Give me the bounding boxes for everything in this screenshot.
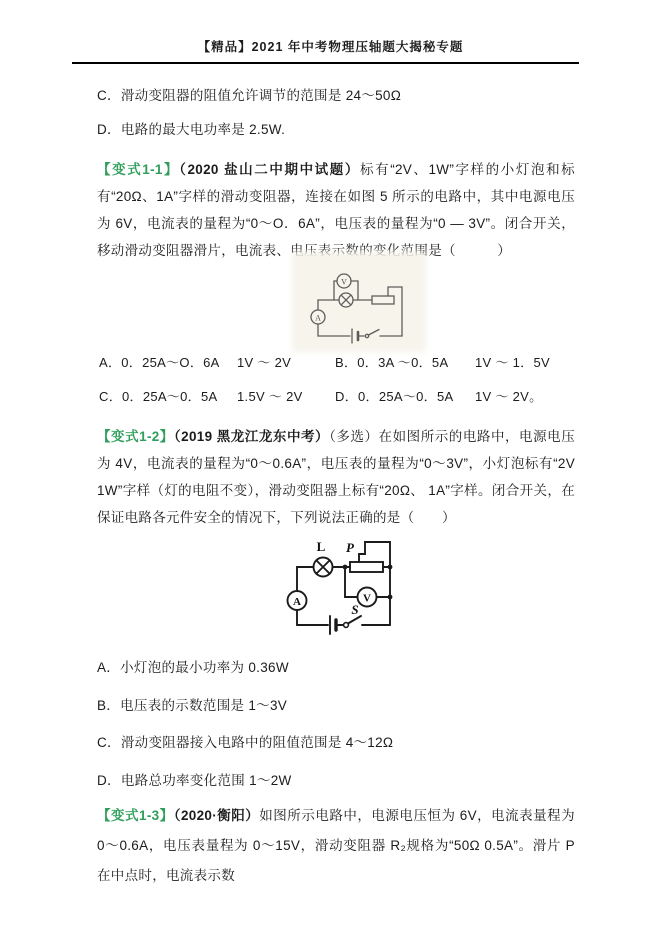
variant-1-1-label: 【变式1-1】 [97,162,180,177]
problem-1-2-statement [97,423,575,531]
circuit-diagram-2 [277,537,402,640]
option-a-voltage: 1V ～ 2V [237,355,292,370]
wire [318,324,350,336]
variant-1-1-body: 标有“2V、1W”字样的小灯泡和标有“20Ω、1A”字样的滑动变阻器，连接在如图 5 所示的电路中，其中电源电压为 6V，电流表的量程为“0～O．6A”，电压表的量程为“0 — 3V”。闭合开关，移动滑动变阻器滑片，电流表、电压表示数的变化范围是（ ） [97,162,575,258]
slider-tap-wire [359,542,390,567]
option-c-voltage: 1.5V ～ 2V [237,389,303,404]
rheostat-tap-wire [388,287,402,336]
multi-select-tag: （多选） [329,429,379,444]
problem-1-2-option-c: C．滑动变阻器接入电路中的阻值范围是 4～12Ω [97,735,394,750]
voltmeter-letter: V [341,277,347,287]
variant-1-3-label: 【变式1-3】 [97,808,174,823]
option-c-current: C．0．25A～0．5A [99,389,218,404]
junction-dot [388,565,393,570]
problem-1-2-option-a: A．小灯泡的最小功率为 0.36W [97,660,289,675]
switch-pivot [344,623,349,628]
option-b-current: B．0．3A ～0．5A [335,355,449,370]
prev-question-option-d: D．电路的最大电功率是 2.5W. [97,122,286,137]
switch-lever-icon [348,616,361,624]
lamp-cross [317,561,330,574]
rheostat-icon [350,562,383,572]
lamp-label: L [316,539,326,554]
variant-1-2-label: 【变式1-2】 [97,429,174,444]
page-header-title: 【精品】2021 年中考物理压轴题大揭秘专题 [197,40,464,54]
problem-1-3-statement [97,801,575,891]
header-divider [72,62,579,64]
problem-1-2-option-b: B．电压表的示数范围是 1～3V [97,698,288,713]
variant-1-1-source: （2020 盐山二中期中试题） [179,162,360,177]
variant-1-2-body: 在如图所示的电路中，电源电压为 4V，电流表的量程为“0～0.6A”，电压表的量程为“0～3V”，小灯泡标有“2V 1W”字样（灯的电阻不变），滑动变阻器上标有“20Ω、 1A”字样。闭合开关，在保证电路各元件安全的情况下，下列说法正确的是（ ） [97,429,575,525]
ammeter-letter: A [293,596,301,608]
switch-lever-icon [369,330,380,336]
variant-1-3-source: （2020·衡阳） [173,808,260,823]
option-b-voltage: 1V ～ 1．5V [475,355,550,370]
voltmeter-letter: V [363,592,371,605]
problem-1-1-statement [97,156,575,264]
switch-label: S [351,602,359,617]
junction-dot [343,565,348,570]
slider-label: P [346,540,354,555]
ammeter-letter: A [315,313,321,323]
wire [297,567,314,591]
option-d-current: D．0．25A～0．5A [335,389,454,404]
junction-dot [388,595,393,600]
rheostat-icon [372,296,394,304]
variant-1-2-source: （2019 黑龙江龙东中考） [173,429,330,444]
variant-1-3-body: 如图所示电路中，电源电压恒为 6V，电流表量程为 0～0.6A，电压表量程为 0～15V，滑动变阻器 R₂规格为“50Ω 0.5A”。滑片 P 在中点时，电流表示数 [97,808,575,883]
problem-1-2-option-d: D．电路总功率变化范围 1～2W [97,773,292,788]
option-a-current: A．0．25A～O．6A [99,355,220,370]
lamp-cross [341,295,351,305]
problem-1-1-options [99,352,569,405]
wire [334,281,337,300]
circuit-diagram-1 [298,258,420,346]
prev-question-option-c: C．滑动变阻器的阻值允许调节的范围是 24～50Ω [97,88,402,103]
option-d-voltage: 1V ～ 2V。 [475,389,543,404]
